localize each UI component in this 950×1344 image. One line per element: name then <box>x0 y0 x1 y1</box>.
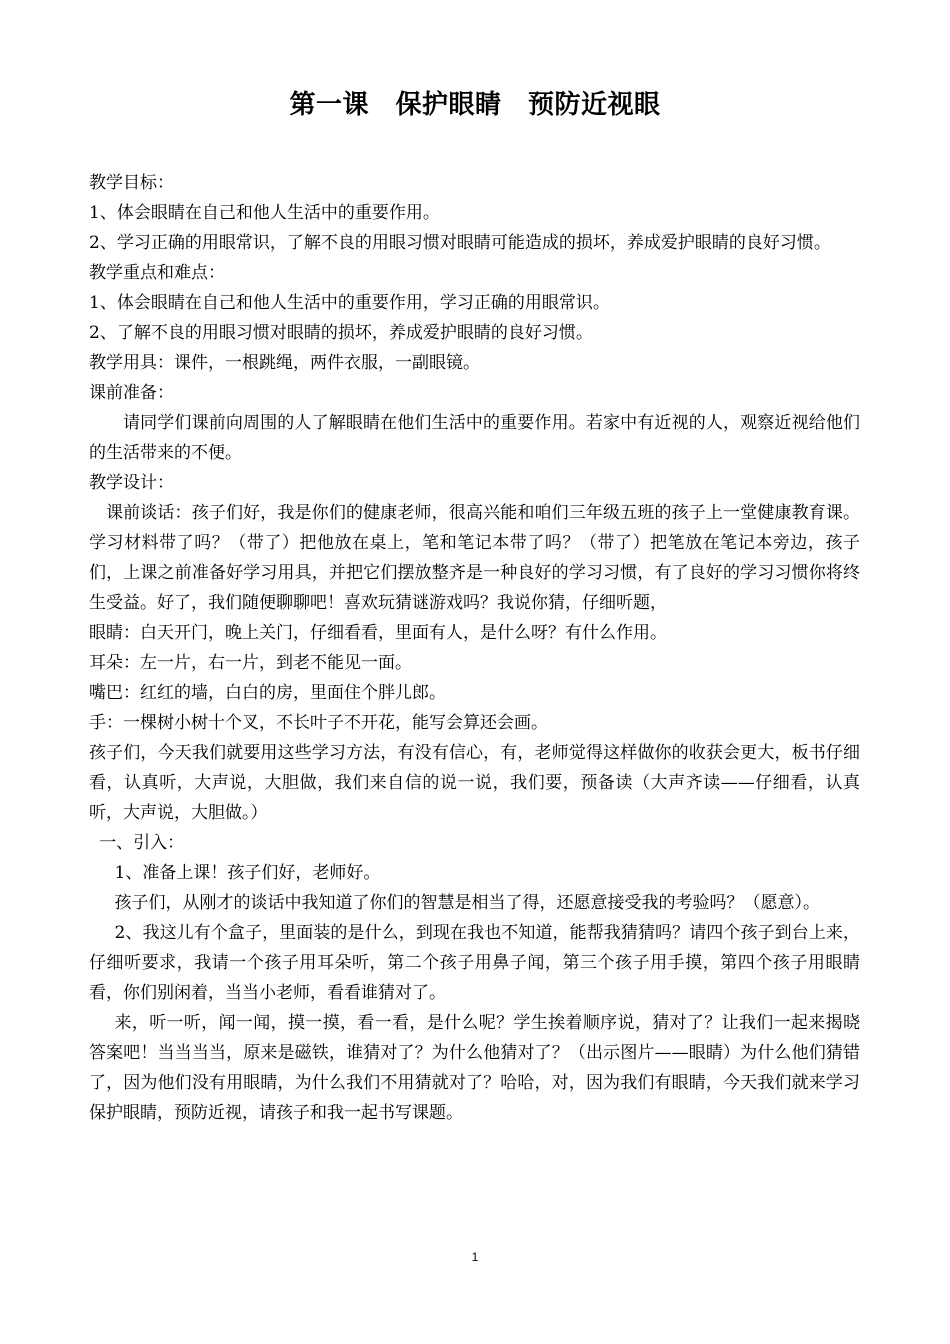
riddle-ears: 耳朵：左一片，右一片，到老不能见一面。 <box>89 653 412 673</box>
riddle-hands: 手：一棵树小树十个叉，不长叶子不开花，能写会算还会画。 <box>89 713 548 733</box>
key-point-2: 2、了解不良的用眼习惯对眼睛的损坏，养成爱护眼睛的良好习惯。 <box>89 323 593 343</box>
riddle-eyes: 眼睛：白天开门，晚上关门，仔细看看，里面有人，是什么呀？有什么作用。 <box>89 623 667 643</box>
intro-challenge: 孩子们，从刚才的谈话中我知道了你们的智慧是相当了得，还愿意接受我的考验吗？（愿意）。 <box>114 893 820 913</box>
goal-item-1: 1、体会眼睛在自己和他人生活中的重要作用。 <box>89 203 440 223</box>
learning-methods: 孩子们，今天我们就要用这些学习方法，有没有信心，有，老师觉得这样做你的收获会更大，板书仔细看，认真听，大声说，大胆做，我们来自信的说一说，我们要，预备读（大声齐读——仔细看，认真听，大声说，大胆做。） <box>89 743 860 823</box>
riddle-mouth: 嘴巴：红红的墙，白白的房，里面住个胖儿郎。 <box>89 683 446 703</box>
intro-step-2: 2、我这儿有个盒子，里面装的是什么，到现在我也不知道，能帮我猜猜吗？请四个孩子到台上来，仔细听要求，我请一个孩子用耳朵听，第二个孩子用鼻子闻，第三个孩子用手摸，第四个孩子用眼睛看，你们别闲着，当当小老师，看看谁猜对了。 <box>89 923 860 1003</box>
pre-class-talk: 课前谈话：孩子们好，我是你们的健康老师，很高兴能和咱们三年级五班的孩子上一堂健康教育课。学习材料带了吗？（带了）把他放在桌上，笔和笔记本带了吗？（带了）把笔放在笔记本旁边，孩子们，上课之前准备好学习用具，并把它们摆放整齐是一种良好的学习习惯，有了良好的学习习惯你将终生受益。好了，我们随便聊聊吧！喜欢玩猜谜游戏吗？我说你猜，仔细听题， <box>89 503 860 613</box>
intro-reveal: 来，听一听，闻一闻，摸一摸，看一看，是什么呢？学生挨着顺序说，猜对了？让我们一起来揭晓答案吧！当当当当，原来是磁铁，谁猜对了？为什么他猜对了？（出示图片——眼睛）为什么他们猜错了，因为他们没有用眼睛，为什么我们不用猜就对了？哈哈，对，因为我们有眼睛，今天我们就来学习保护眼睛，预防近视，请孩子和我一起书写课题。 <box>89 1013 860 1123</box>
key-point-1: 1、体会眼睛在自己和他人生活中的重要作用，学习正确的用眼常识。 <box>89 293 610 313</box>
section-introduction: 一、引入： <box>99 833 185 853</box>
intro-step-1: 1、准备上课！孩子们好，老师好。 <box>114 863 381 883</box>
heading-teaching-goals: 教学目标： <box>89 173 174 193</box>
lesson-title: 第一课 保护眼睛 预防近视眼 <box>289 90 661 120</box>
preparation-text: 请同学们课前向周围的人了解眼睛在他们生活中的重要作用。若家中有近视的人，观察近视给他们的生活带来的不便。 <box>89 413 860 463</box>
lesson-body <box>89 168 860 1128</box>
teaching-tools: 教学用具：课件，一根跳绳，两件衣服，一副眼镜。 <box>89 353 480 373</box>
heading-preparation: 课前准备： <box>89 383 174 403</box>
heading-teaching-design: 教学设计： <box>89 473 174 493</box>
goal-item-2: 2、学习正确的用眼常识，了解不良的用眼习惯对眼睛可能造成的损坏，养成爱护眼睛的良好习惯。 <box>89 233 831 253</box>
page-number: 1 <box>471 1250 479 1264</box>
heading-key-points: 教学重点和难点： <box>89 263 225 283</box>
